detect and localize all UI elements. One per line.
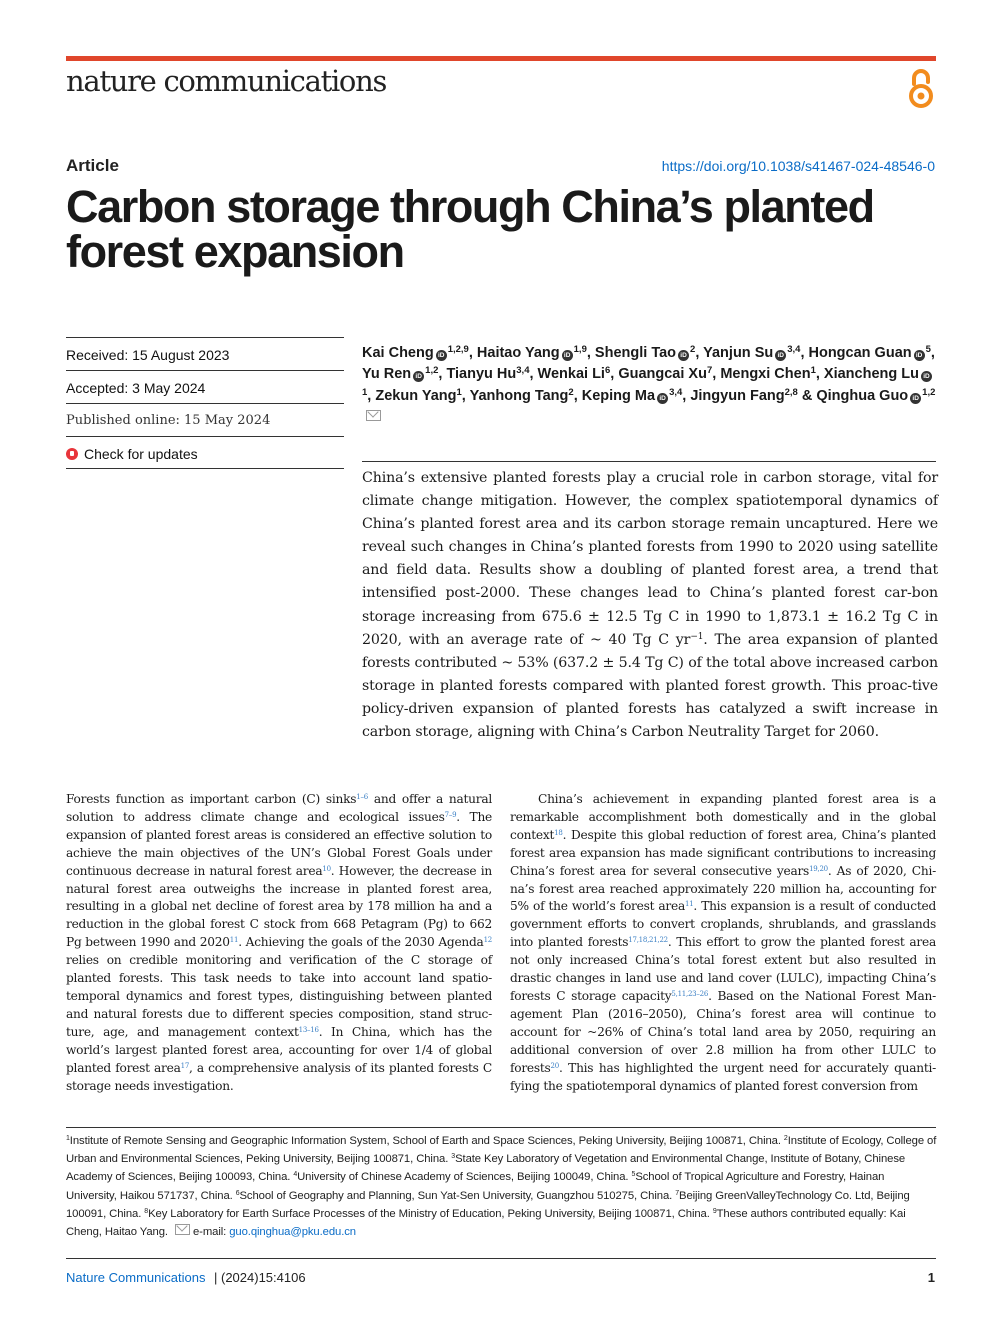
abstract-divider xyxy=(362,461,936,462)
title-line-2: forest expansion xyxy=(66,226,404,277)
page-number: 1 xyxy=(927,1270,935,1285)
email-icon xyxy=(175,1224,190,1235)
author-affiliation-numbers: 3,4 xyxy=(516,365,530,377)
body-column-left xyxy=(66,791,492,1095)
citation-link[interactable]: 18 xyxy=(554,828,563,837)
author-affiliation-numbers: 1,2,9 xyxy=(447,344,469,355)
orcid-icon[interactable]: iD xyxy=(775,350,786,361)
author-name[interactable]: Yu Ren xyxy=(362,366,412,383)
author-affiliation-numbers: 2 xyxy=(568,386,574,398)
body-text: . As of 2020, Chi-na’s forest area reached approximately 220 million ha, accounting for 5% of the world’s forest area xyxy=(510,863,936,914)
author-name[interactable]: Wenkai Li xyxy=(537,366,605,383)
author-affiliation-numbers: 1,2 xyxy=(425,365,439,377)
journal-name: nature communications xyxy=(66,64,387,98)
affiliation-text: School of Tropical Agriculture and Forestry, Hainan University, Haikou 571737, China. xyxy=(66,1171,885,1202)
affiliation-text: School of Geography and Planning, Sun Yat-Sen University, Guangzhou 510275, China. xyxy=(239,1189,676,1202)
orcid-icon[interactable]: iD xyxy=(921,371,932,382)
affiliation-number: 6 xyxy=(235,1189,240,1197)
author-affiliation-numbers: 1,9 xyxy=(573,344,587,355)
body-text: . However, the decrease in natural forest area outweighs the increase in planted forest area, resulting in a global net decline of forest area by 178 million ha and a reduction in the global forest C stock from 668 Petagram (Pg) to 662 Pg between 1990 and 2020 xyxy=(66,863,493,950)
orcid-icon[interactable]: iD xyxy=(678,350,689,361)
author-name[interactable]: Keping Ma xyxy=(581,387,656,404)
body-text: Forests function as important carbon (C) sinks xyxy=(66,792,357,806)
affiliation-number: 3 xyxy=(451,1153,456,1161)
author-name[interactable]: Qinghua Guo xyxy=(816,387,909,404)
orcid-icon[interactable]: iD xyxy=(914,350,925,361)
email-link[interactable]: guo.qinghua@pku.edu.cn xyxy=(229,1226,356,1239)
header-accent-bar xyxy=(66,56,936,61)
author-name[interactable]: Zekun Yang xyxy=(375,387,457,404)
affiliation-number: 2 xyxy=(783,1135,788,1142)
abstract-part-2: . The area expansion of planted forests contributed ~ 53% (637.2 ± 5.4 Tg C) of the total above increased carbon storage in planted forests compared with planted forest growth. This proac-tive policy-driven expansion of planted forests has catalyzed a swift increase in carbon storage, aligning with China’s Carbon Neutrality Target for 2060. xyxy=(362,631,938,741)
author-name[interactable]: Hongcan Guan xyxy=(808,345,912,361)
affiliation-text: Beijing GreenValleyTechnology Co. Ltd, Beijing 100091, China. xyxy=(66,1189,910,1220)
author-affiliation-numbers: 1,2 xyxy=(922,386,936,398)
accepted-date: Accepted: 3 May 2024 xyxy=(66,370,344,403)
citation-link[interactable]: 11 xyxy=(229,936,239,945)
body-text: China’s achievement in expanding planted forest area is a remarkable accomplishment both domestically and in the global context xyxy=(510,792,936,842)
citation-link[interactable]: 11 xyxy=(684,900,694,909)
email-icon[interactable] xyxy=(366,410,381,421)
check-for-updates-button[interactable] xyxy=(66,436,344,469)
author-name[interactable]: Shengli Tao xyxy=(594,345,677,361)
author-list: Kai Cheng iD$^{1,2,9}$, Haitao Yang iD$^{1,9}$, Shengli Tao $iD^2$, Yanjun Su iD$^{3,4}$, Hongcan Guan $iD^5$, Yu Ren iD$^{1,2}$, Tianyu Hu$^{3,4}$, Wenkai Li$^6$, Guangcai Xu$^7$, Mengxi Chen$^1$, Xiancheng Lu $iD^1$, Zekun Yang$^1$, Yanhong Tang$^2$, Keping Ma iD$^{3,4}$, Jingyun Fang$^{2,8}$ & Qinghua Guo iD$^{1,2}$ xyxy=(362,343,942,428)
author-name[interactable]: Xiancheng Lu xyxy=(823,366,919,383)
author-name[interactable]: Mengxi Chen xyxy=(720,366,811,383)
affiliation-text: University of Chinese Academy of Sciences, Beijing 100049, China. xyxy=(297,1171,632,1184)
check-updates-icon xyxy=(66,448,78,460)
author-name[interactable]: Tianyu Hu xyxy=(446,366,517,383)
citation-link[interactable]: 20 xyxy=(550,1061,559,1070)
citation-link[interactable]: 13–16 xyxy=(298,1025,319,1034)
orcid-icon[interactable]: iD xyxy=(562,350,573,361)
affiliation-text: Institute of Ecology, College of Urban and Environmental Sciences, Peking University, Beijing 100871, China. xyxy=(66,1135,937,1166)
author-affiliation-numbers: 7 xyxy=(706,365,713,377)
author-affiliation-numbers: 1 xyxy=(456,386,462,398)
body-text: . Achieving the goals of the 2030 Agenda xyxy=(238,935,484,950)
orcid-icon[interactable]: iD xyxy=(657,393,668,404)
citation-link[interactable]: 1–6 xyxy=(356,793,368,801)
citation-link[interactable]: 17,18,21,22 xyxy=(628,936,668,945)
received-date: Received: 15 August 2023 xyxy=(66,337,344,370)
affiliation-text: These authors contributed equally: Kai Cheng, Haitao Yang. xyxy=(66,1207,906,1239)
author-affiliation-numbers: 5 xyxy=(925,344,931,355)
citation-link[interactable]: 19,20 xyxy=(809,864,828,873)
author-name[interactable]: Kai Cheng xyxy=(362,345,434,361)
article-title xyxy=(66,181,926,277)
email-label: e-mail: xyxy=(192,1226,230,1239)
footer-citation: | (2024)15:4106 xyxy=(214,1270,306,1285)
affiliation-number: 1 xyxy=(66,1135,70,1142)
author-affiliation-numbers: 3,4 xyxy=(669,386,683,398)
orcid-icon[interactable]: iD xyxy=(910,393,921,404)
affiliation-number: 9 xyxy=(712,1207,717,1215)
abstract-superscript: −1 xyxy=(690,631,704,642)
body-text: . Based on the National Forest Man-agement Plan (2016–2050), China’s forest area will continue to account for ~26% of China’s total land area by 2050, requiring an additional conversion of over 2.8 million ha from other LULC to forests xyxy=(510,988,936,1075)
orcid-icon[interactable]: iD xyxy=(413,371,424,382)
check-updates-label: Check for updates xyxy=(84,446,198,462)
footer-divider xyxy=(66,1258,936,1259)
body-text: . In China, which has the world’s largest planted forest area, accounting for over 1/4 of global planted forest area xyxy=(66,1024,492,1075)
author-name[interactable]: Guangcai Xu xyxy=(618,366,707,383)
affiliation-text: State Key Laboratory of Vegetation and Environmental Change, Institute of Botany, Chinese Academy of Sciences, Beijing 100093, China. xyxy=(66,1153,906,1184)
author-affiliation-numbers: 2,8 xyxy=(784,386,798,398)
abstract xyxy=(362,467,938,744)
body-text: . This has highlighted the urgent need for accurately quanti-fying the spatiotemporal dynamics of planted forest conversion from xyxy=(510,1060,936,1093)
affiliation-number: 8 xyxy=(144,1207,149,1215)
affiliation-number: 4 xyxy=(293,1171,298,1179)
footer-journal-link[interactable]: Nature Communications xyxy=(66,1270,206,1285)
body-text: , a comprehensive analysis of its planted forests C storage needs investigation. xyxy=(66,1060,492,1093)
body-text: . This expansion is a result of conducted government efforts to convert croplands, shrublands, and grasslands into planted forests xyxy=(510,899,936,950)
body-column-right xyxy=(510,791,936,1095)
article-dates-panel xyxy=(66,337,344,469)
author-name[interactable]: Jingyun Fang xyxy=(690,387,785,404)
orcid-icon[interactable]: iD xyxy=(436,350,447,361)
author-affiliation-numbers: 2 xyxy=(690,344,696,355)
published-date: Published online: 15 May 2024 xyxy=(66,403,344,436)
citation-link[interactable]: 12 xyxy=(483,936,492,945)
author-affiliation-numbers: 6 xyxy=(604,365,611,377)
author-name[interactable]: Haitao Yang xyxy=(476,345,560,361)
body-text: . Despite this global reduction of forest area, China’s planted forest area expansion has made significant contributions to increasing China’s forest area for several consecutive years xyxy=(510,827,936,878)
body-text: and offer a natural solution to address climate change and ecological issues xyxy=(66,792,492,824)
citation-link[interactable]: 5,11,23–26 xyxy=(671,989,709,998)
doi-link[interactable]: https://doi.org/10.1038/s41467-024-48546-0 xyxy=(661,158,935,174)
affiliation-number: 5 xyxy=(631,1171,636,1179)
title-line-1: Carbon storage through China’s planted xyxy=(66,181,874,232)
author-affiliation-numbers: 3,4 xyxy=(787,344,801,355)
author-affiliation-numbers: 1 xyxy=(810,365,816,377)
affiliation-text: Institute of Remote Sensing and Geographic Information System, School of Earth and Space Sciences, Peking University, Beijing 100871, China. xyxy=(69,1135,784,1147)
open-access-icon xyxy=(907,68,935,108)
citation-link[interactable]: 17 xyxy=(180,1061,190,1070)
body-text: . This effort to grow the planted forest area not only increased China’s total forest extent but also resulted in drastic changes in land use and land cover (LULC), impacting China’s forests C storage capacity xyxy=(510,935,936,1003)
citation-link[interactable]: 7–9 xyxy=(444,810,457,819)
citation-link[interactable]: 10 xyxy=(322,864,331,873)
author-affiliation-numbers: 1 xyxy=(362,386,368,398)
author-name[interactable]: Yanjun Su xyxy=(703,345,774,361)
affiliation-text: Key Laboratory for Earth Surface Processes of the Ministry of Education, Peking University, Beijing 100871, China. xyxy=(148,1207,713,1220)
affiliations xyxy=(66,1132,938,1241)
body-text: . The expansion of planted forest areas is considered an effective solution to achieve the main objectives of the UN’s Global Forest Goals under continuous decrease in natural forest area xyxy=(66,809,492,878)
body-text: relies on credible monitoring and verification of the C storage of planted forests. This task needs to take into account land spatio-temporal dynamics and forest types, distinguishing between planted and natural forests due to different species composition, stand struc-ture, age, and management context xyxy=(66,953,492,1039)
affiliation-number: 7 xyxy=(675,1189,680,1197)
author-name[interactable]: Yanhong Tang xyxy=(469,387,569,404)
abstract-part-1: China’s extensive planted forests play a crucial role in carbon storage, vital for climate change mitigation. However, the complex spatiotemporal dynamics of China’s planted forest area and its carbon storage remain uncaptured. Here we reveal such changes in China’s planted forests from 1990 to 2020 using satellite and field data. Results show a doubling of planted forest area, a trend that intensified post-2000. These changes lead to China’s planted forest car-bon storage increasing from 675.6 ± 12.5 Tg C in 1990 to 1,873.1 ± 16.2 Tg C in 2020, with an average rate of ~ 40 Tg C yr xyxy=(362,470,938,648)
affiliations-divider xyxy=(66,1127,936,1128)
article-type-label: Article xyxy=(66,156,119,175)
